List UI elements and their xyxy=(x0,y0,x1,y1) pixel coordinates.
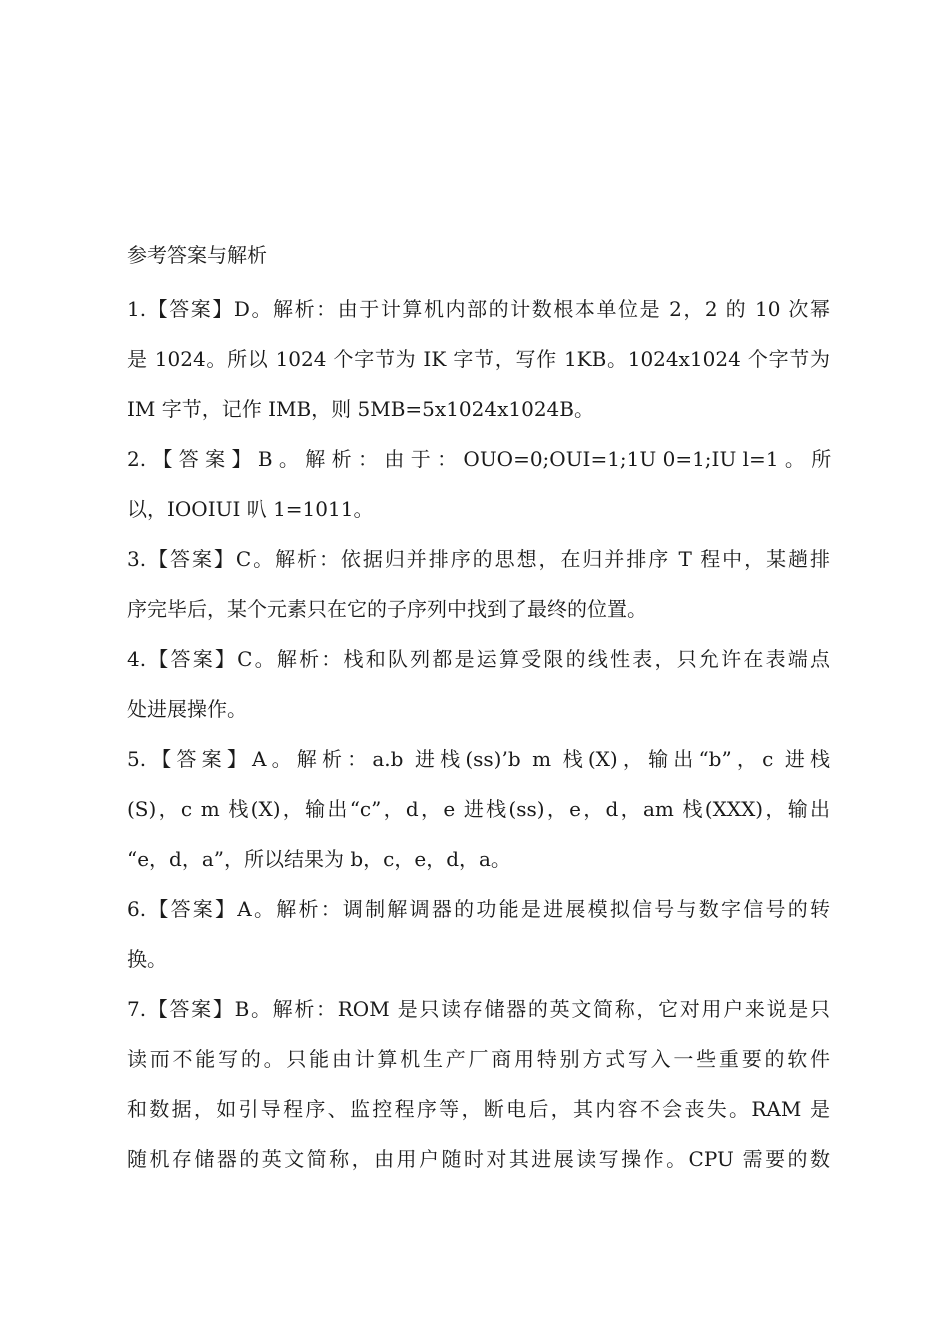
answer-item-6 xyxy=(127,884,830,984)
section-heading: 参考答案与解析 xyxy=(127,243,267,267)
answer-line: 5.【答案】A。解析：a.b 进栈(ss)’b m 栈(X)，输出“b”，c 进栈 xyxy=(127,747,830,771)
answer-line: 和数据，如引导程序、监控程序等，断电后，其内容不会丧失。RAM 是 xyxy=(127,1097,830,1121)
document-page xyxy=(127,234,830,1184)
answer-line: 随机存储器的英文简称，由用户随时对其进展读写操作。CPU 需要的数 xyxy=(127,1147,830,1171)
answer-line: (S)，c m 栈(X)，输出“c”，d，e 进栈(ss)，e，d，am 栈(XXX)，输出 xyxy=(127,797,830,821)
answer-item-5 xyxy=(127,734,830,884)
answer-item-2 xyxy=(127,434,830,534)
answer-item-3 xyxy=(127,534,830,634)
answer-line: 序完毕后，某个元素只在它的子序列中找到了最终的位置。 xyxy=(127,597,647,621)
answer-line: 7.【答案】B。解析：ROM 是只读存储器的英文简称，它对用户来说是只 xyxy=(127,997,830,1021)
answer-line: 换。 xyxy=(127,947,167,971)
answer-line: 6.【答案】A。解析：调制解调器的功能是进展模拟信号与数字信号的转 xyxy=(127,897,830,921)
answer-line: “e，d，a”，所以结果为 b，c，e，d，a。 xyxy=(127,847,511,871)
answer-line: 读而不能写的。只能由计算机生产厂商用特别方式写入一些重要的软件 xyxy=(127,1047,830,1071)
answer-line: 是 1024。所以 1024 个字节为 IK 字节，写作 1KB。1024x1024 个字节为 xyxy=(127,347,830,371)
answer-item-7 xyxy=(127,984,830,1184)
answer-line: 处进展操作。 xyxy=(127,697,247,721)
answer-line: 以，IOOIUI 叭 1=1011。 xyxy=(127,497,374,521)
answer-line: 3.【答案】C。解析：依据归并排序的思想，在归并排序 T 程中，某趟排 xyxy=(127,547,830,571)
answer-line: 1.【答案】D。解析：由于计算机内部的计数根本单位是 2，2 的 10 次幂 xyxy=(127,297,830,321)
answer-line: IM 字节，记作 IMB，则 5MB=5x1024x1024B。 xyxy=(127,397,594,421)
answer-item-1 xyxy=(127,284,830,434)
answer-item-4 xyxy=(127,634,830,734)
answer-line: 4.【答案】C。解析：栈和队列都是运算受限的线性表，只允许在表端点 xyxy=(127,647,830,671)
answer-line: 2. 【 答 案 】 B 。 解 析 ： 由 于 ： OUO=0;OUI=1;1U 0=1;IU l=1 。 所 xyxy=(127,447,832,471)
